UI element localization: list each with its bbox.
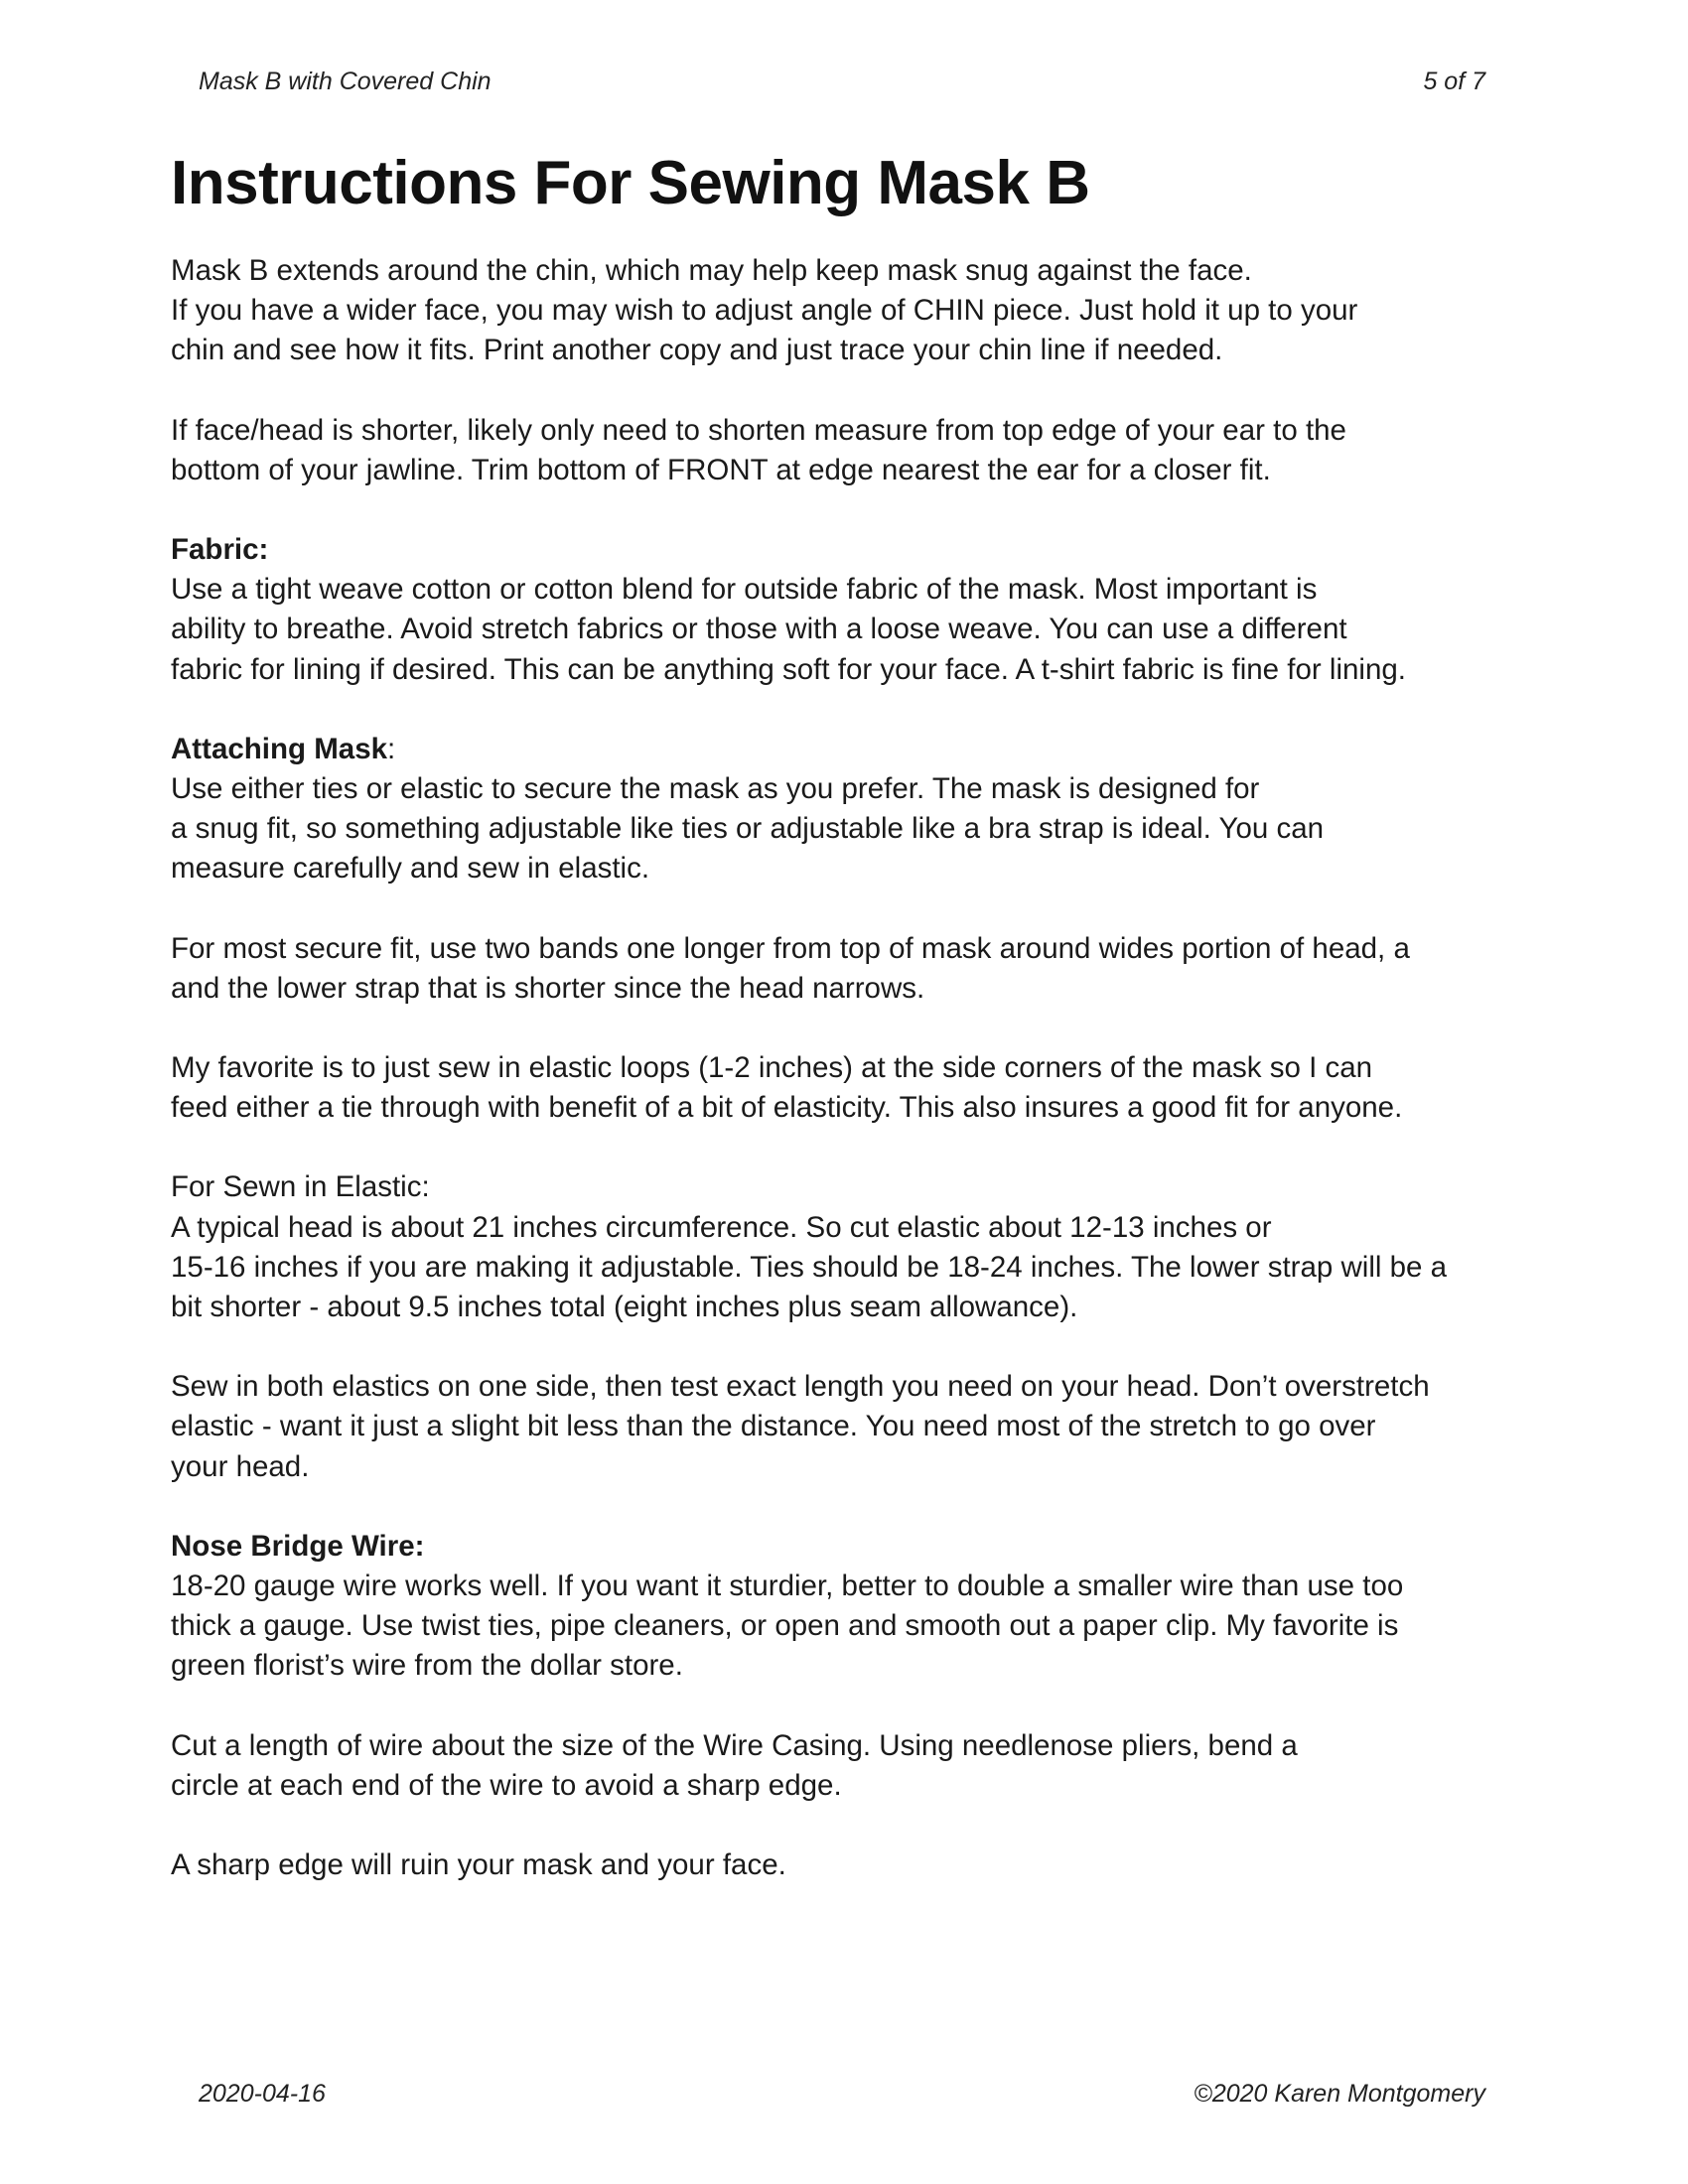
nose-wire-body-1: 18-20 gauge wire works well. If you want it sturdier, better to double a smaller wire than use too thick a gauge. Use twist ties, pipe cleaners, or open and smooth out a paper clip. My favorite is green florist’s wire from the dollar store. [171, 1570, 1404, 1683]
document-date: 2020-04-16 [199, 2080, 326, 2108]
fabric-section [171, 530, 1521, 690]
attaching-body-1: Use either ties or elastic to secure the mask as you prefer. The mask is designed for a snug fit, so something adjustable like ties or adjustable like a bra strap is ideal. You can measure carefully and sew in elastic. [171, 772, 1325, 886]
page-number: 5 of 7 [1423, 68, 1485, 95]
document-title: Mask B with Covered Chin [199, 68, 492, 95]
nose-wire-heading: Nose Bridge Wire: [171, 1529, 425, 1563]
intro-paragraph-2: If face/head is shorter, likely only need to shorten measure from top edge of your ear to the bottom of your jawline. Trim bottom of FRONT at edge nearest the ear for a closer fit. [171, 413, 1346, 486]
page-content [171, 144, 1521, 1925]
attaching-paragraph-5: Sew in both elastics on one side, then test exact length you need on your head. Don’t overstretch elastic - want it just a slight bit less than the distance. You need most of the stretch to go over your head. [171, 1370, 1430, 1483]
attaching-section [171, 730, 1521, 889]
fabric-body: Use a tight weave cotton or cotton blend for outside fabric of the mask. Most important is ability to breathe. Avoid stretch fabrics or those with a loose weave. You can use a different fabric for lining if desired. This can be anything soft for your face. A t-shirt fabric is fine for lining. [171, 573, 1406, 686]
attaching-heading-colon: : [387, 732, 396, 765]
nose-wire-paragraph-3: A sharp edge will ruin your mask and your face. [171, 1848, 786, 1882]
nose-wire-section [171, 1527, 1521, 1687]
attaching-paragraph-3: My favorite is to just sew in elastic loops (1-2 inches) at the side corners of the mask so I can feed either a tie through with benefit of a bit of elasticity. This also insures a good fit for anyone. [171, 1051, 1403, 1125]
page-footer [199, 2080, 1485, 2109]
intro-paragraph-1: Mask B extends around the chin, which may help keep mask snug against the face. If you have a wider face, you may wish to adjust angle of CHIN piece. Just hold it up to your chin and see how it fits. Print another copy and just trace your chin line if needed. [171, 254, 1358, 367]
fabric-heading: Fabric: [171, 533, 269, 567]
copyright-notice: ©2020 Karen Montgomery [1194, 2080, 1485, 2108]
page-title: Instructions For Sewing Mask B [171, 149, 1090, 217]
attaching-heading: Attaching Mask [171, 732, 388, 765]
nose-wire-paragraph-2: Cut a length of wire about the size of the Wire Casing. Using needlenose pliers, bend a circle at each end of the wire to avoid a sharp edge. [171, 1728, 1298, 1802]
attaching-paragraph-2: For most secure fit, use two bands one longer from top of mask around wides portion of head, a and the lower strap that is shorter since the head narrows. [171, 931, 1410, 1005]
attaching-paragraph-4: For Sewn in Elastic: A typical head is about 21 inches circumference. So cut elastic about 12-13 inches or 15-16 inches if you are making it adjustable. Ties should be 18-24 inches. The lower strap will be a bit shorter - about 9.5 inches total (eight inches plus seam allowance). [171, 1170, 1448, 1324]
page-header [199, 68, 1485, 96]
